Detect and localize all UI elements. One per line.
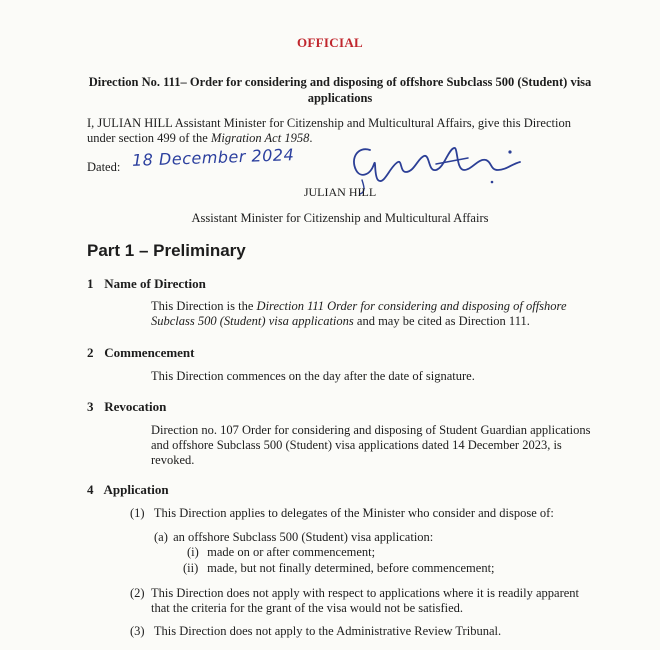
section-3-text: Direction no. 107 Order for considering and disposing of Student Guardian applications and offshore Subclass 500 (Student) visa applications dated 14 December 2023, is revoked.: [151, 423, 591, 467]
item-text: made, but not finally determined, before commencement;: [207, 561, 495, 575]
item-text: an offshore Subclass 500 (Student) visa application:: [173, 530, 434, 544]
item-label: (i): [187, 545, 199, 559]
section-title: Revocation: [104, 399, 167, 414]
application-item-2: [130, 586, 590, 616]
application-item-3: [130, 624, 501, 639]
intro-act: Migration Act 1958: [210, 131, 310, 145]
part-heading: Part 1 – Preliminary: [87, 241, 246, 260]
intro-end: .: [309, 131, 313, 145]
section-title: Application: [103, 482, 169, 497]
item-label: (2): [130, 586, 145, 600]
section-heading-3: [87, 399, 166, 415]
s1-post: and may be cited as Direction 111.: [353, 314, 530, 328]
section-1-text: [151, 299, 591, 329]
section-title: Name of Direction: [104, 276, 206, 291]
item-text: This Direction does not apply to the Administrative Review Tribunal.: [153, 624, 502, 638]
section-number: 1: [87, 276, 94, 291]
item-text: This Direction applies to delegates of the Minister who consider and dispose of:: [153, 506, 554, 520]
section-title: Commencement: [104, 345, 195, 360]
classification-label: OFFICIAL: [297, 35, 363, 50]
item-label: (1): [130, 506, 145, 520]
document-title: Direction No. 111– Order for considering and disposing of offshore Subclass 500 (Student) visa applications: [88, 75, 592, 105]
section-number: 3: [87, 399, 94, 414]
section-heading-2: [87, 345, 195, 361]
dated-label: Dated:: [87, 160, 121, 174]
item-label: (a): [154, 530, 168, 544]
application-item-a: [154, 530, 433, 545]
application-item-i: [187, 545, 375, 560]
item-text: This Direction does not apply with respect to applications where it is readily apparent that the criteria for the grant of the visa would not be satisfied.: [151, 586, 580, 615]
handwritten-date: 18 December 2024: [131, 145, 295, 170]
s1-italic: Direction 111 Order for considering and disposing of offshore Subclass 500 (Student) visa applications: [151, 299, 567, 328]
signer-name: JULIAN HILL: [303, 185, 377, 199]
intro-lead: I, JULIAN HILL Assistant Minister for Citizenship and Multicultural Affairs, give this Direction under section 499 of the: [87, 116, 571, 145]
section-heading-1: [87, 276, 206, 292]
application-item-ii: [183, 561, 495, 576]
section-heading-4: [87, 482, 169, 498]
item-label: (3): [130, 624, 145, 638]
application-item-1: [130, 506, 554, 521]
item-label: (ii): [183, 561, 199, 575]
item-text: made on or after commencement;: [207, 545, 376, 559]
signer-role: Assistant Minister for Citizenship and Multicultural Affairs: [191, 211, 489, 225]
section-number: 4: [87, 482, 94, 497]
section-number: 2: [87, 345, 94, 360]
s1-pre: This Direction is the: [151, 299, 257, 313]
section-2-text: This Direction commences on the day after the date of signature.: [151, 369, 475, 383]
